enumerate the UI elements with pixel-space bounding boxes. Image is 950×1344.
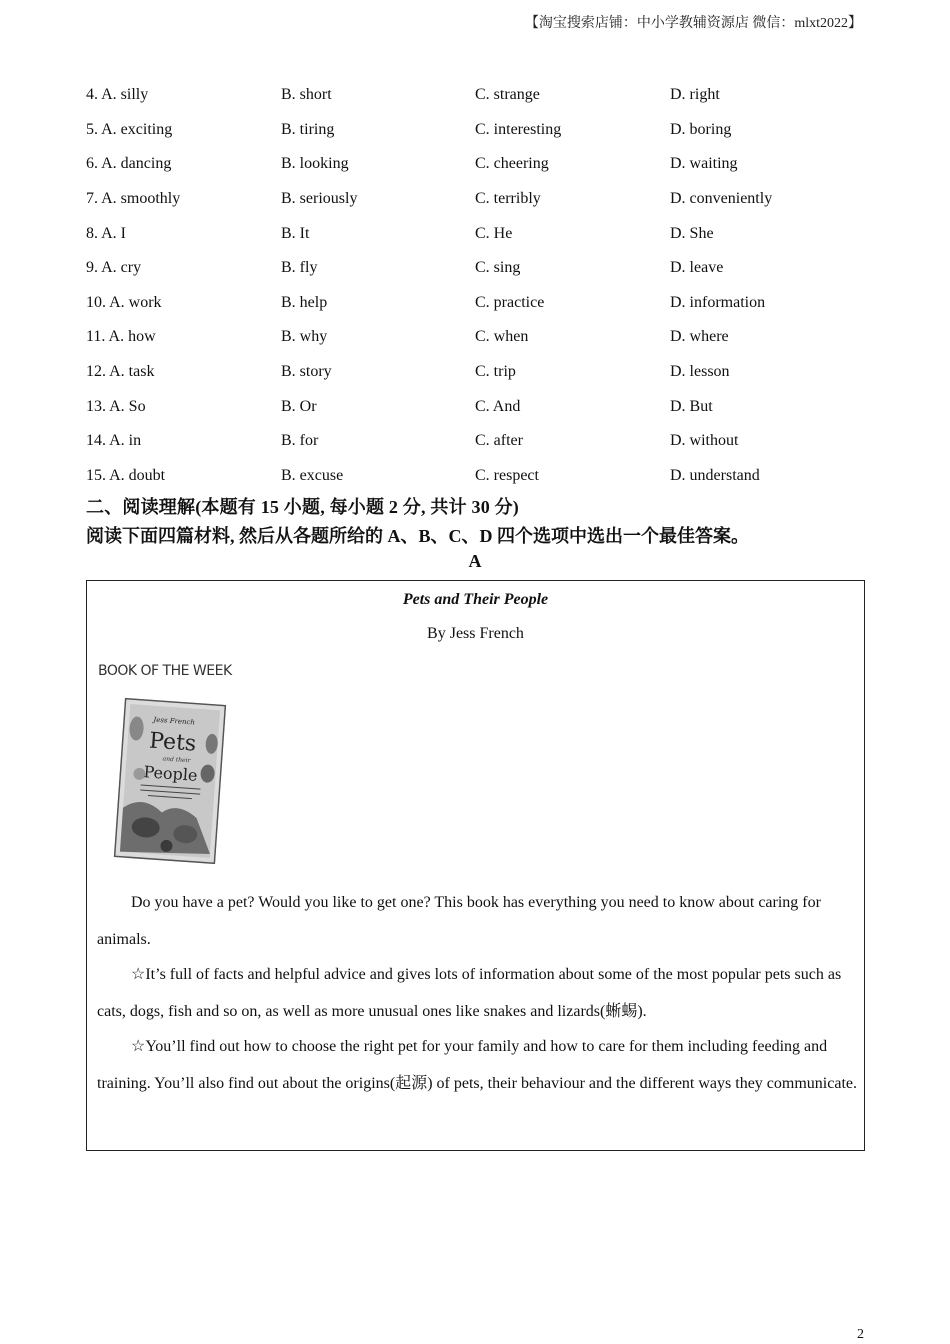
option-row-9 <box>86 251 866 286</box>
option-d: D. understand <box>670 466 760 484</box>
option-d: D. conveniently <box>670 190 773 208</box>
paragraph-text: Do you have a pet? Would you like to get one? This book has everything you need to know about caring for animals. <box>97 894 821 948</box>
option-c: C. respect <box>475 466 539 484</box>
option-d: D. without <box>670 432 739 450</box>
option-a: 13. A. So <box>86 397 146 415</box>
option-b: B. It <box>281 224 310 242</box>
option-b: B. seriously <box>281 190 358 208</box>
option-a: 9. A. cry <box>86 259 142 277</box>
option-b: B. why <box>281 328 328 346</box>
option-c: C. He <box>475 224 513 242</box>
option-c: C. cheering <box>475 155 549 173</box>
option-c: C. terribly <box>475 190 541 208</box>
option-row-13 <box>86 389 866 424</box>
option-c: C. after <box>475 432 523 450</box>
cover-title-2: and their <box>162 755 191 765</box>
options-list <box>86 78 866 493</box>
option-a: 5. A. exciting <box>86 120 173 138</box>
section-instruction: 阅读下面四篇材料, 然后从各题所给的 A、B、C、D 四个选项中选出一个最佳答案。 <box>86 526 749 546</box>
option-b: B. for <box>281 432 319 450</box>
option-a: 8. A. I <box>86 224 126 242</box>
option-c: C. And <box>475 397 521 415</box>
cover-title-1: Pets <box>148 728 197 757</box>
option-b: B. fly <box>281 259 318 277</box>
option-row-6 <box>86 147 866 182</box>
option-c: C. trip <box>475 363 516 381</box>
option-c: C. interesting <box>475 120 562 138</box>
book-title: Pets and Their People <box>402 591 549 608</box>
option-d: D. But <box>670 397 713 415</box>
option-a: 12. A. task <box>86 363 155 381</box>
option-row-12 <box>86 355 866 390</box>
option-d: D. right <box>670 86 720 104</box>
page-number: 2 <box>857 1327 864 1342</box>
option-d: D. where <box>670 328 729 346</box>
option-d: D. waiting <box>670 155 738 173</box>
option-a: 11. A. how <box>86 328 156 346</box>
option-c: C. when <box>475 328 529 346</box>
option-c: C. sing <box>475 259 521 277</box>
option-d: D. She <box>670 224 714 242</box>
option-b: B. Or <box>281 397 317 415</box>
paragraph-text: ☆It’s full of facts and helpful advice and gives lots of information about some of the most popular pets such as cats, dogs, fish and so on, as well as more unusual ones like snakes and lizards(蜥蜴). <box>97 966 842 1020</box>
option-row-14 <box>86 424 866 459</box>
book-of-week-badge: BOOK OF THE WEEK <box>98 663 232 679</box>
option-row-10 <box>86 286 866 321</box>
cover-title-3: People <box>142 762 199 785</box>
option-row-7 <box>86 182 866 217</box>
option-b: B. short <box>281 86 332 104</box>
option-b: B. story <box>281 363 332 381</box>
option-a: 6. A. dancing <box>86 155 172 173</box>
option-c: C. practice <box>475 293 545 311</box>
option-d: D. leave <box>670 259 724 277</box>
option-d: D. boring <box>670 120 732 138</box>
book-cover-image <box>114 698 227 865</box>
option-a: 7. A. smoothly <box>86 190 181 208</box>
option-row-8 <box>86 216 866 251</box>
option-b: B. excuse <box>281 466 344 484</box>
option-b: B. help <box>281 293 328 311</box>
passage-box <box>86 580 865 1151</box>
option-d: D. lesson <box>670 363 730 381</box>
paragraph-intro <box>97 884 857 958</box>
option-d: D. information <box>670 293 766 311</box>
book-author: By Jess French <box>427 625 524 642</box>
passage-letter: A <box>468 551 482 571</box>
option-row-11 <box>86 320 866 355</box>
cover-author: Jess French <box>153 715 196 727</box>
option-c: C. strange <box>475 86 540 104</box>
paragraph-care <box>97 1028 857 1102</box>
option-a: 15. A. doubt <box>86 466 166 484</box>
option-b: B. looking <box>281 155 349 173</box>
option-a: 4. A. silly <box>86 86 149 104</box>
option-b: B. tiring <box>281 120 335 138</box>
option-row-15 <box>86 459 866 494</box>
option-a: 10. A. work <box>86 293 162 311</box>
section-title: 二、阅读理解(本题有 15 小题, 每小题 2 分, 共计 30 分) <box>86 497 519 517</box>
paragraph-text: ☆You’ll find out how to choose the right pet for your family and how to care for them including feeding and training. You’ll also find out about the origins(起源) of pets, their behaviour and the different ways they communicate. <box>97 1038 857 1092</box>
paragraph-facts <box>97 956 857 1030</box>
option-row-5 <box>86 113 866 148</box>
option-a: 14. A. in <box>86 432 142 450</box>
option-row-4 <box>86 78 866 113</box>
header-note: 【淘宝搜索店铺：中小学教辅资源店 微信：mlxt2022】 <box>524 16 862 31</box>
